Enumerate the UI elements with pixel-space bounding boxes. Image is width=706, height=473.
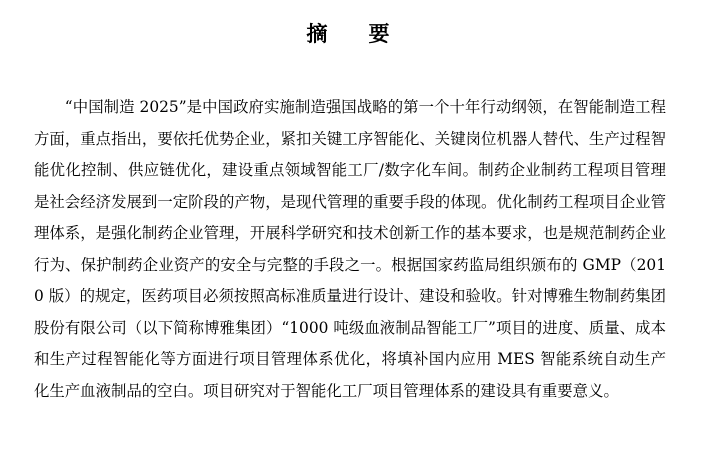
document-page [0,18,706,473]
abstract-paragraph: “中国制造 2025”是中国政府实施制造强国战略的第一个十年行动纲领，在智能制造工程方面，重点指出，要依托优势企业，紧扣关键工序智能化、关键岗位机器人替代、生产过程智能优化控制、供应链优化，建设重点领域智能工厂/数字化车间。制药企业制药工程项目管理是社会经济发展到一定阶段的产物，是现代管理的重要手段的体现。优化制药工程项目企业管理体系，是强化制药企业管理，开展科学研究和技术创新工作的基本要求，也是规范制药企业行为、保护制药企业资产的安全与完整的手段之一。根据国家药监局组织颁布的 GMP（2010 版）的规定，医药项目必须按照高标准质量进行设计、建设和验收。针对博雅生物制药集团股份有限公司（以下简称博雅集团）“1000 吨级血液制品智能工厂”项目的进度、质量、成本和生产过程智能化等方面进行项目管理体系优化，将填补国内应用 MES 智能系统自动生产化生产血液制品的空白。项目研究对于智能化工厂项目管理体系的建设具有重要意义。 [34,98,666,400]
page-title: 摘 要 [306,22,400,46]
